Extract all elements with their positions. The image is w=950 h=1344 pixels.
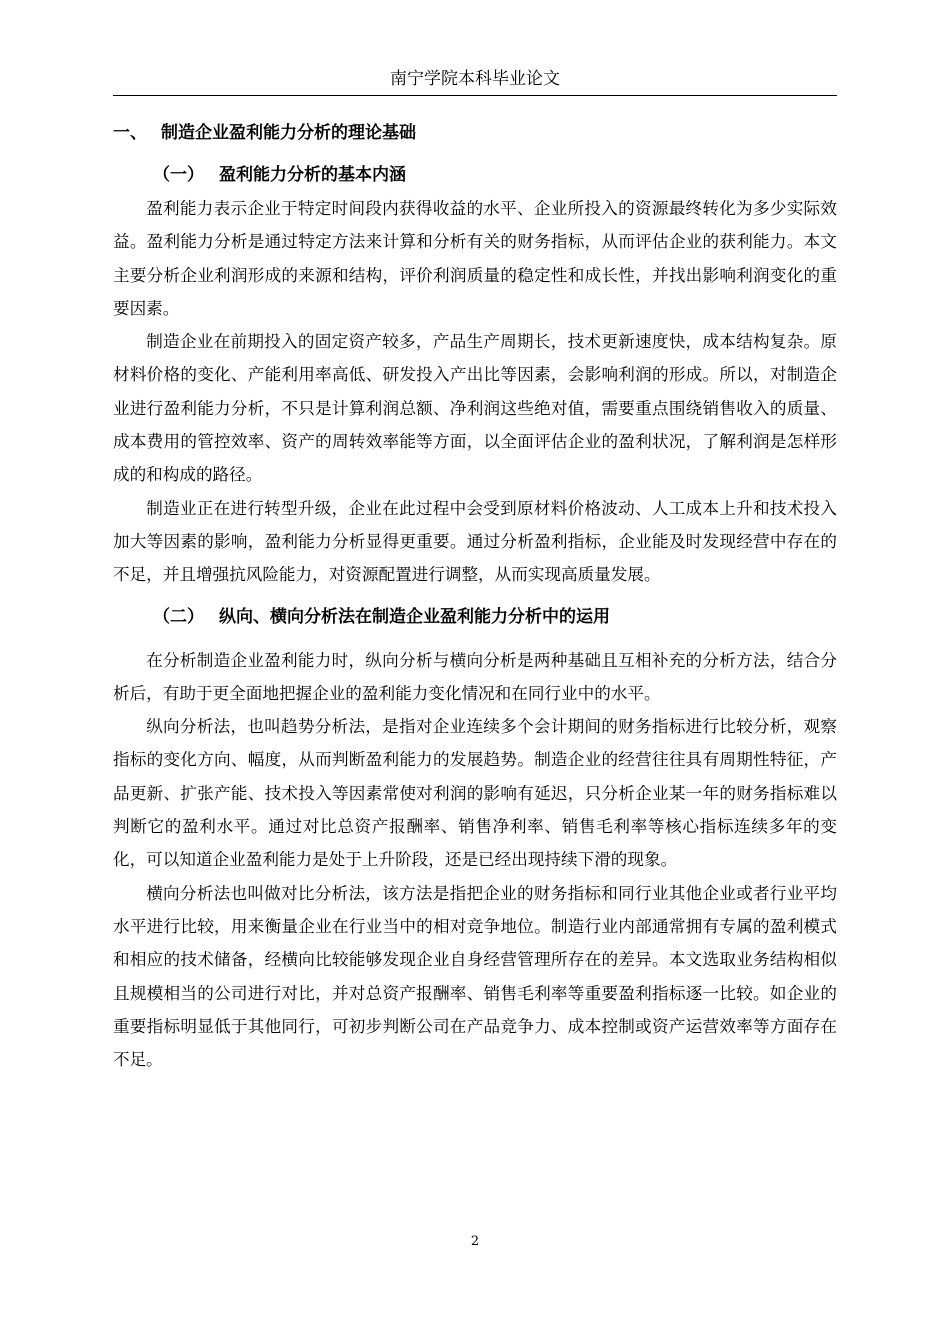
paragraph: 纵向分析法，也叫趋势分析法，是指对企业连续多个会计期间的财务指标进行比较分析，观察指标的变化方向、幅度，从而判断盈利能力的发展趋势。制造企业的经营往往具有周期性特征，产品更新、扩张产能、技术投入等因素常使对利润的影响有延迟，只分析企业某一年的财务指标难以判断它的盈利水平。通过对比总资产报酬率、销售净利率、销售毛利率等核心指标连续多年的变化，可以知道企业盈利能力是处于上升阶段，还是已经出现持续下滑的现象。 xyxy=(113,717,837,870)
paragraph: 横向分析法也叫做对比分析法，该方法是指把企业的财务指标和同行业其他企业或者行业平均水平进行比较，用来衡量企业在行业当中的相对竞争地位。制造行业内部通常拥有专属的盈利模式和相应的技术储备，经横向比较能够发现企业自身经营管理所存在的差异。本文选取业务结构相似且规模相当的公司进行对比，并对总资产报酬率、销售毛利率等重要盈利指标逐一比较。如企业的重要指标明显低于其他同行，可初步判断公司在产品竞争力、成本控制或资产运营效率等方面存在不足。 xyxy=(113,883,837,1070)
page-body xyxy=(113,118,837,1076)
page-number: 2 xyxy=(470,1234,480,1249)
subsection-title: 纵向、横向分析法在制造企业盈利能力分析中的运用 xyxy=(219,606,610,627)
paragraph: 盈利能力表示企业于特定时间段内获得收益的水平、企业所投入的资源最终转化为多少实际效益。盈利能力分析是通过特定方法来计算和分析有关的财务指标，从而评估企业的获利能力。本文主要分析企业利润形成的来源和结构，评价利润质量的稳定性和成长性，并找出影响利润变化的重要因素。 xyxy=(113,199,837,318)
header-divider xyxy=(113,95,837,96)
subsection-heading-1 xyxy=(113,160,837,190)
subsection-title: 盈利能力分析的基本内涵 xyxy=(219,165,406,185)
subsection-number: （二） xyxy=(153,606,204,627)
running-header: 南宁学院本科毕业论文 xyxy=(390,69,560,89)
subsection-heading-2 xyxy=(113,602,837,632)
section-heading-1 xyxy=(113,118,837,148)
subsection-number: （一） xyxy=(153,165,204,185)
section-number: 一、 xyxy=(113,123,147,143)
section-title: 制造企业盈利能力分析的理论基础 xyxy=(161,123,416,143)
paragraph: 制造企业在前期投入的固定资产较多，产品生产周期长，技术更新速度快，成本结构复杂。原材料价格的变化、产能利用率高低、研发投入产出比等因素，会影响利润的形成。所以，对制造企业进行盈利能力分析，不只是计算利润总额、净利润这些绝对值，需要重点围绕销售收入的质量、成本费用的管控效率、资产的周转效率能等方面，以全面评估企业的盈利状况，了解利润是怎样形成的和构成的路径。 xyxy=(113,332,837,485)
paragraph: 制造业正在进行转型升级，企业在此过程中会受到原材料价格波动、人工成本上升和技术投入加大等因素的影响，盈利能力分析显得更重要。通过分析盈利指标，企业能及时发现经营中存在的不足，并且增强抗风险能力，对资源配置进行调整，从而实现高质量发展。 xyxy=(113,498,837,585)
paragraph: 在分析制造企业盈利能力时，纵向分析与横向分析是两种基础且互相补充的分析方法，结合分析后，有助于更全面地把握企业的盈利能力变化情况和在同行业中的水平。 xyxy=(113,650,837,703)
